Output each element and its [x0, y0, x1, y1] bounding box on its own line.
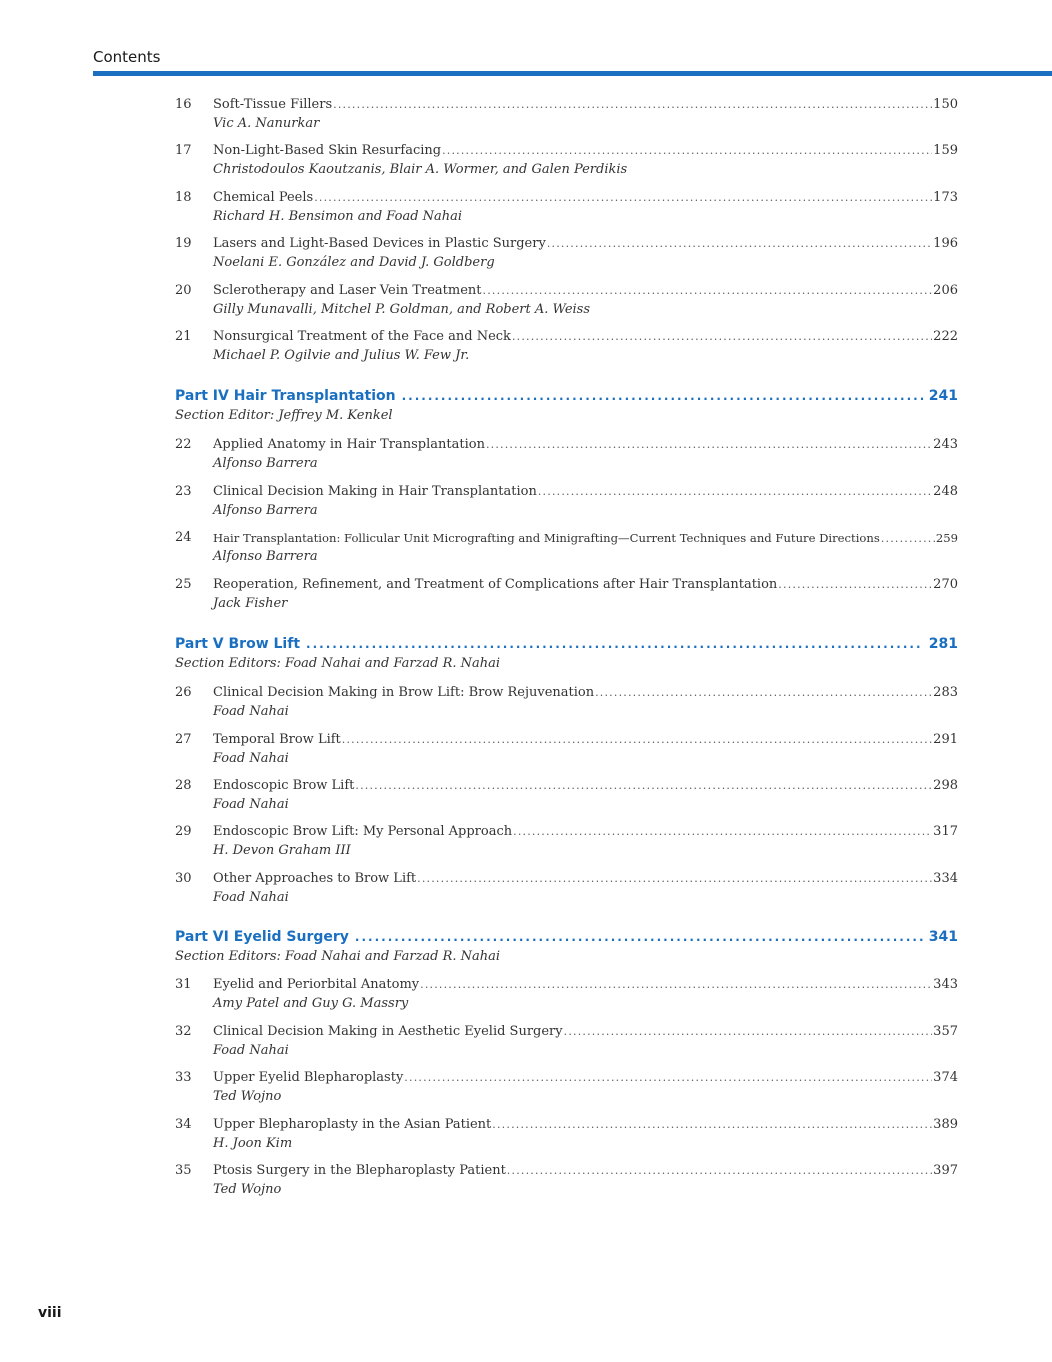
chapter-page: 196	[933, 236, 958, 251]
page-number: viii	[38, 1305, 62, 1321]
leader-dots	[342, 731, 932, 749]
chapter-number: 28	[175, 778, 192, 793]
chapter-title: Endoscopic Brow Lift	[213, 778, 355, 793]
chapter-title: Lasers and Light-Based Devices in Plastic Surgery	[213, 236, 546, 251]
chapter-number: 30	[175, 871, 192, 886]
chapter-title: Clinical Decision Making in Hair Transplantation	[213, 484, 537, 499]
leader-dots	[564, 1023, 933, 1041]
chapter-page: 259	[935, 531, 958, 545]
chapter-title: Upper Eyelid Blepharoplasty	[213, 1070, 404, 1085]
leader-dots	[881, 530, 935, 548]
chapter-number: 35	[175, 1163, 192, 1178]
chapter-author: Alfonso Barrera	[213, 456, 318, 471]
leader-dots	[417, 870, 932, 888]
toc-entry-22[interactable]	[175, 436, 958, 476]
chapter-number: 31	[175, 977, 192, 992]
chapter-author: Foad Nahai	[213, 1043, 289, 1058]
chapter-author: Foad Nahai	[213, 890, 289, 905]
chapter-number: 16	[175, 97, 192, 112]
chapter-author: Alfonso Barrera	[213, 549, 318, 564]
chapter-page: 283	[933, 685, 958, 700]
chapter-number: 17	[175, 143, 192, 158]
chapter-title: Soft-Tissue Fillers	[213, 97, 333, 112]
leader-dots	[442, 142, 932, 160]
chapter-title: Other Approaches to Brow Lift	[213, 871, 417, 886]
leader-dots	[402, 386, 923, 406]
chapter-author: Richard H. Bensimon and Foad Nahai	[213, 209, 463, 224]
chapter-title: Sclerotherapy and Laser Vein Treatment	[213, 283, 482, 298]
chapter-author: Jack Fisher	[213, 596, 288, 611]
chapter-title: Non-Light-Based Skin Resurfacing	[213, 143, 442, 158]
leader-dots	[404, 1069, 932, 1087]
toc-entry-35[interactable]	[175, 1162, 958, 1202]
chapter-page: 248	[933, 484, 958, 499]
leader-dots	[595, 684, 932, 702]
part-page: 281	[928, 636, 958, 652]
chapter-page: 389	[933, 1117, 958, 1132]
chapter-author: Amy Patel and Guy G. Massry	[213, 996, 409, 1011]
chapter-title: Endoscopic Brow Lift: My Personal Approach	[213, 824, 513, 839]
chapter-page: 397	[933, 1163, 958, 1178]
toc-entry-33[interactable]	[175, 1069, 958, 1109]
leader-dots	[492, 1116, 932, 1134]
chapter-author: Gilly Munavalli, Mitchel P. Goldman, and Robert A. Weiss	[213, 302, 591, 317]
leader-dots	[314, 189, 932, 207]
chapter-page: 343	[933, 977, 958, 992]
chapter-page: 173	[933, 190, 958, 205]
part-page: 241	[928, 388, 958, 404]
chapter-number: 33	[175, 1070, 192, 1085]
chapter-author: Noelani E. González and David J. Goldberg	[213, 255, 495, 270]
chapter-page: 291	[933, 732, 958, 747]
chapter-page: 317	[933, 824, 958, 839]
toc-entry-25[interactable]	[175, 576, 958, 616]
chapter-page: 357	[933, 1024, 958, 1039]
toc-entry-28[interactable]	[175, 777, 958, 817]
chapter-number: 23	[175, 484, 192, 499]
chapter-author: Vic A. Nanurkar	[213, 116, 320, 131]
toc-entry-29[interactable]	[175, 823, 958, 863]
toc-entry-20[interactable]	[175, 282, 958, 322]
leader-dots	[306, 634, 923, 654]
chapter-number: 24	[175, 530, 192, 545]
toc-entry-26[interactable]	[175, 684, 958, 724]
chapter-page: 150	[933, 97, 958, 112]
chapter-number: 20	[175, 283, 192, 298]
toc-entry-23[interactable]	[175, 483, 958, 523]
chapter-title: Temporal Brow Lift	[213, 732, 341, 747]
chapter-number: 27	[175, 732, 192, 747]
toc-entry-17[interactable]	[175, 142, 958, 182]
chapter-author: Foad Nahai	[213, 751, 289, 766]
leader-dots	[507, 1162, 932, 1180]
chapter-number: 29	[175, 824, 192, 839]
toc-entry-24[interactable]	[175, 529, 958, 569]
leader-dots	[547, 235, 932, 253]
chapter-page: 374	[933, 1070, 958, 1085]
running-header-title: Contents	[93, 48, 161, 66]
leader-dots	[483, 282, 933, 300]
section-editor: Section Editors: Foad Nahai and Farzad R. Nahai	[175, 949, 501, 964]
leader-dots	[355, 927, 923, 947]
leader-dots	[512, 328, 932, 346]
chapter-number: 34	[175, 1117, 192, 1132]
leader-dots	[538, 483, 932, 501]
chapter-author: Foad Nahai	[213, 797, 289, 812]
section-editor: Section Editors: Foad Nahai and Farzad R. Nahai	[175, 656, 501, 671]
chapter-title: Eyelid and Periorbital Anatomy	[213, 977, 420, 992]
chapter-author: Christodoulos Kaoutzanis, Blair A. Wormer, and Galen Perdikis	[213, 162, 628, 177]
part-page: 341	[928, 929, 958, 945]
chapter-page: 334	[933, 871, 958, 886]
part-title: Part IV Hair Transplantation	[175, 388, 396, 404]
part-title: Part VI Eyelid Surgery	[175, 929, 349, 945]
chapter-title: Ptosis Surgery in the Blepharoplasty Patient	[213, 1163, 506, 1178]
chapter-number: 25	[175, 577, 192, 592]
header-rule	[93, 71, 1052, 76]
chapter-author: H. Devon Graham III	[213, 843, 351, 858]
chapter-title: Clinical Decision Making in Aesthetic Eyelid Surgery	[213, 1024, 563, 1039]
toc-entry-21[interactable]	[175, 328, 958, 368]
chapter-author: Ted Wojno	[213, 1089, 282, 1104]
chapter-number: 18	[175, 190, 192, 205]
part-title: Part V Brow Lift	[175, 636, 301, 652]
chapter-number: 22	[175, 437, 192, 452]
chapter-author: Foad Nahai	[213, 704, 289, 719]
chapter-number: 32	[175, 1024, 192, 1039]
chapter-title: Upper Blepharoplasty in the Asian Patient	[213, 1117, 492, 1132]
toc-entry-16[interactable]	[175, 96, 958, 136]
toc-entry-19[interactable]	[175, 235, 958, 275]
chapter-title: Hair Transplantation: Follicular Unit Micrografting and Minigrafting—Current Techniques and Future Directions	[213, 531, 880, 545]
chapter-title: Clinical Decision Making in Brow Lift: Brow Rejuvenation	[213, 685, 595, 700]
chapter-page: 243	[933, 437, 958, 452]
chapter-author: Michael P. Ogilvie and Julius W. Few Jr.	[213, 348, 470, 363]
leader-dots	[355, 777, 932, 795]
toc-entry-30[interactable]	[175, 870, 958, 910]
leader-dots	[513, 823, 932, 841]
chapter-number: 21	[175, 329, 192, 344]
toc-entry-31[interactable]	[175, 976, 958, 1016]
chapter-author: H. Joon Kim	[213, 1136, 293, 1151]
leader-dots	[333, 96, 932, 114]
toc-entry-32[interactable]	[175, 1023, 958, 1063]
chapter-page: 298	[933, 778, 958, 793]
chapter-title: Nonsurgical Treatment of the Face and Neck	[213, 329, 511, 344]
toc-part-v[interactable]	[175, 634, 958, 678]
toc-part-vi[interactable]	[175, 927, 958, 971]
chapter-title: Chemical Peels	[213, 190, 314, 205]
toc-entry-34[interactable]	[175, 1116, 958, 1156]
leader-dots	[778, 576, 932, 594]
toc-entry-18[interactable]	[175, 189, 958, 229]
chapter-page: 159	[933, 143, 958, 158]
toc-part-iv[interactable]	[175, 386, 958, 430]
chapter-author: Ted Wojno	[213, 1182, 282, 1197]
chapter-number: 19	[175, 236, 192, 251]
leader-dots	[486, 436, 932, 454]
chapter-number: 26	[175, 685, 192, 700]
chapter-page: 206	[933, 283, 958, 298]
chapter-title: Reoperation, Refinement, and Treatment of Complications after Hair Transplantation	[213, 577, 778, 592]
chapter-page: 270	[933, 577, 958, 592]
leader-dots	[420, 976, 932, 994]
chapter-author: Alfonso Barrera	[213, 503, 318, 518]
toc-entry-27[interactable]	[175, 731, 958, 771]
section-editor: Section Editor: Jeffrey M. Kenkel	[175, 408, 393, 423]
chapter-page: 222	[933, 329, 958, 344]
chapter-title: Applied Anatomy in Hair Transplantation	[213, 437, 485, 452]
